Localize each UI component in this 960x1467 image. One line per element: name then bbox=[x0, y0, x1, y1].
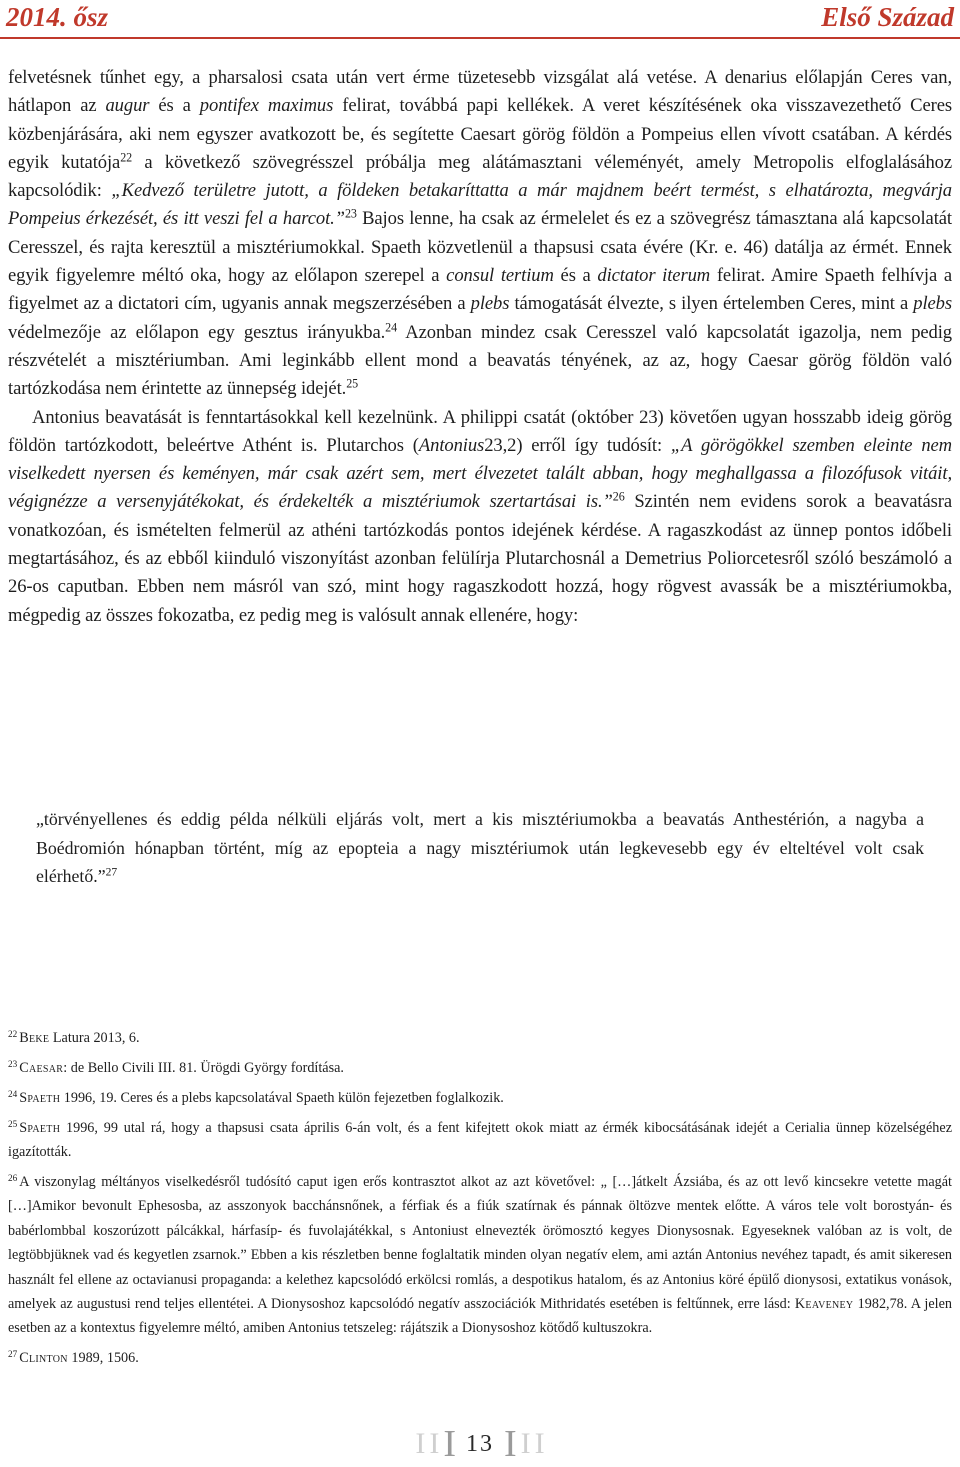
italic-term: consul tertium bbox=[446, 265, 554, 287]
footnote-25 bbox=[8, 1116, 952, 1165]
footnote-author: Clinton bbox=[19, 1350, 68, 1367]
footnote-text: Latura 2013, 6. bbox=[49, 1030, 140, 1046]
page-footer bbox=[0, 1424, 960, 1464]
text-run: és a bbox=[553, 265, 598, 287]
ornament-bar: I bbox=[429, 1427, 440, 1460]
ornament-bar: I bbox=[415, 1427, 426, 1460]
footnote-number: 27 bbox=[8, 1349, 18, 1360]
footnote-author: Keaveney bbox=[794, 1296, 854, 1313]
ornament-bar: I bbox=[504, 1423, 517, 1465]
footnote-text: 1982,78. A jelen esetben az a kontextus figyelemre méltó, amiben Antonius tetszeleg: rájátszik a Dionysoshoz kötődő kultuszokra. bbox=[8, 1296, 952, 1337]
footnote-text: 1989, 1506. bbox=[67, 1350, 139, 1367]
ornament-bar: I bbox=[534, 1427, 545, 1460]
footnote-number: 22 bbox=[8, 1028, 18, 1039]
footnote-text: 1996, 99 utal rá, hogy a thapsusi csata április 6-án volt, és a fent kifejtett okok miatt az érmék kibocsátásának idejét a Cerialia ünnep közelségéhez igazították. bbox=[8, 1119, 952, 1161]
footnote-ref[interactable]: 23 bbox=[344, 206, 357, 221]
footnote-24 bbox=[8, 1086, 952, 1110]
text-run: Antonius beavatását is fenntartásokkal kell kezelnünk. A philippi csatát (október 23) követően ugyan hosszabb ideig görög földön tartózkodott, beleértve Athént is. Plutarchos ( bbox=[8, 406, 952, 456]
italic-term: plebs bbox=[470, 293, 510, 315]
ornament-bar: I bbox=[443, 1423, 456, 1465]
footnote-number: 25 bbox=[8, 1118, 18, 1129]
footnote-ref[interactable]: 27 bbox=[105, 865, 118, 879]
footnote-author: Caesar bbox=[19, 1059, 64, 1076]
quote-paragraph bbox=[36, 805, 924, 891]
issue-label: 2014. ősz bbox=[6, 2, 109, 32]
italic-term: plebs bbox=[913, 293, 952, 315]
quote-text: „törvényellenes és eddig példa nélküli eljárás volt, mert a kis misztériumokba a beavatás Anthestérión, a nagyba a Boédromión hónapban történt, míg az epopteia a nagy misztériumok után legkevesebb egy év elteltével volt csak elérhető.” bbox=[36, 809, 924, 887]
text-run: Bajos lenne, ha csak az érmelelet és ez a szövegrész támasztana alá kapcsolatát Ceresszel, és rajta keresztül a misztériumokkal. Spaeth közvetlenül a thapsusi csata évére (Kr. e. 46) datálja az érmét. Ennek egyik figyelemre méltó oka, hogy az előlapon szerepel a bbox=[8, 208, 952, 287]
footnote-ref[interactable]: 26 bbox=[612, 489, 625, 504]
text-run: a következő szövegrésszel próbálja meg alátámasztani véleményét, amely Metropolis elfoglalásához kapcsolódik: bbox=[8, 151, 953, 202]
text-run: felirat, továbbá papi kellékek. A veret készítésének oka visszavezethető Ceres közbenjárására, aki nem egyszer avatkozott be, és segítette Caesart görög földön a Pompeius ellen vívott csatában. A kérdés egyik kutatója bbox=[8, 95, 953, 173]
footnote-22 bbox=[8, 1026, 952, 1050]
italic-quote: „Kedvező területre jutott, a földeken betakaríttatta a már majdnem beért termést, s elhatározta, megvárja Pompeius érkezését, és itt veszi fel a harcot.” bbox=[8, 180, 952, 230]
main-text bbox=[8, 64, 952, 630]
paragraph-1 bbox=[8, 64, 952, 404]
footnote-23 bbox=[8, 1056, 952, 1080]
footnote-number: 24 bbox=[8, 1088, 18, 1099]
journal-title: Első Század bbox=[821, 2, 954, 32]
footnote-number: 26 bbox=[8, 1172, 18, 1183]
footnote-ref[interactable]: 24 bbox=[385, 320, 398, 335]
footnote-26 bbox=[8, 1170, 952, 1341]
text-run: 23,2) erről így tudósít: bbox=[484, 434, 671, 456]
footnote-text: A viszonylag méltányos viselkedésről tudósító caput igen erős kontrasztot alkot az azt követővel: „ […]átkelt Ázsiába, és az ott levő kincsekre vetette magát […]Amikor bevonult Ephesosba, az asszonyok bacchánsnőnek, a férfiak és a fiúk szatírnak és pánnak öltözve mentek előtte. A város tele volt borostyán- és babérlombbal koszorúzott pálcákkal, hárfasíp- és fuvolajátékkal, s Antoniust elnevezték örömosztó kegyes Dionysosnak. Egyeseknek valóban az is volt, de legtöbbjüknek vad és kegyetlen zsarnok.” Ebben a kis részletben benne foglaltatik minden olyan negatív elem, ami aztán Antonius nevéhez tapadt, és amit sikeresen használt fel ellene az octavianusi propaganda: a kelethez kapcsolódó erkölcsi romlás, a despotikus hatalom, és az Antonius köré épülő dionysosi, extatikus vonások, amelyek az augustusi rend teljes ellentétei. A Dionysoshoz kapcsolódó negatív asszociációk Mithridatés esetében is feltűnnek, erre lásd: bbox=[8, 1174, 952, 1313]
text-run: Azonban mindez csak Ceresszel való kapcsolatát igazolja, nem pedig részvételét a misztériumban. Ami leginkább ellent mond a beavatás tényének, az az, hogy Caesar görög földön való tartózkodása nem érintette az ünnepség idejét. bbox=[8, 321, 952, 400]
page-number: 13 bbox=[466, 1431, 494, 1457]
footnotes bbox=[8, 1026, 952, 1376]
footnote-author: Spaeth bbox=[19, 1089, 61, 1106]
footnote-ref[interactable]: 25 bbox=[346, 376, 359, 391]
text-run: felirat. Amire Spaeth felhívja a figyelmet az a dictatori cím, ugyanis annak megszerzésében a bbox=[8, 265, 952, 315]
text-run: felvetésnek tűnhet egy, a pharsalosi csata után vert érme tüzetesebb vizsgálat alá vetése. A denarius előlapján Ceres van, hátlapon az bbox=[8, 67, 952, 117]
italic-term: augur bbox=[105, 95, 150, 117]
italic-term: Antonius bbox=[418, 434, 485, 456]
text-run: támogatását élvezte, s ilyen értelemben Ceres, mint a bbox=[509, 293, 914, 315]
italic-term: dictator iterum bbox=[597, 265, 711, 287]
footnote-author: Spaeth bbox=[19, 1119, 61, 1136]
footnote-number: 23 bbox=[8, 1058, 18, 1069]
footnote-27 bbox=[8, 1346, 952, 1370]
paragraph-2 bbox=[8, 404, 952, 630]
text-run: védelmezője az előlapon egy gesztus irányukba. bbox=[8, 321, 386, 343]
text-run: és a bbox=[149, 95, 200, 117]
footnote-ref[interactable]: 22 bbox=[120, 150, 133, 165]
text-run: Szintén nem evidens sorok a beavatásra vonatkozóan, és ismételten felmerül az athéni tartózkodás pontos idejének kérdése. A ragaszkodást az ünnep pontos időbeli megtartásához, és az ebből kiinduló viszonyítást azonban felülírja Plutarchosnál a Demetrius Poliorcetesről szóló beszámoló a 26-os caputban. Ebben nem másról van szó, mint hogy ragaszkodott hozzá, hogy rögvest avassák be a misztériumokba, mégpedig az összes fokozatba, ez pedig meg is valósult annak ellenére, hogy: bbox=[8, 491, 952, 626]
ornament-bar: I bbox=[520, 1427, 531, 1460]
page-header bbox=[0, 0, 960, 36]
italic-term: pontifex maximus bbox=[199, 95, 334, 117]
italic-quote: „A görögökkel szemben eleinte nem viselkedett nyersen és keményen, már csak azért sem, mert élvezetet talált abban, hogy meghallgassa a filozófusok vitáit, végignézze a versenyjátékokat, és érdekelték a misztériumok szertartásai is.” bbox=[8, 434, 952, 513]
footnote-text: : de Bello Civili III. 81. Ürögdi György fordítása. bbox=[63, 1059, 344, 1076]
block-quote bbox=[36, 805, 924, 891]
header-rule bbox=[0, 37, 960, 39]
footnote-text: 1996, 19. Ceres és a plebs kapcsolatával Spaeth külön fejezetben foglalkozik. bbox=[60, 1089, 504, 1106]
footnote-author: Beke bbox=[19, 1030, 50, 1046]
